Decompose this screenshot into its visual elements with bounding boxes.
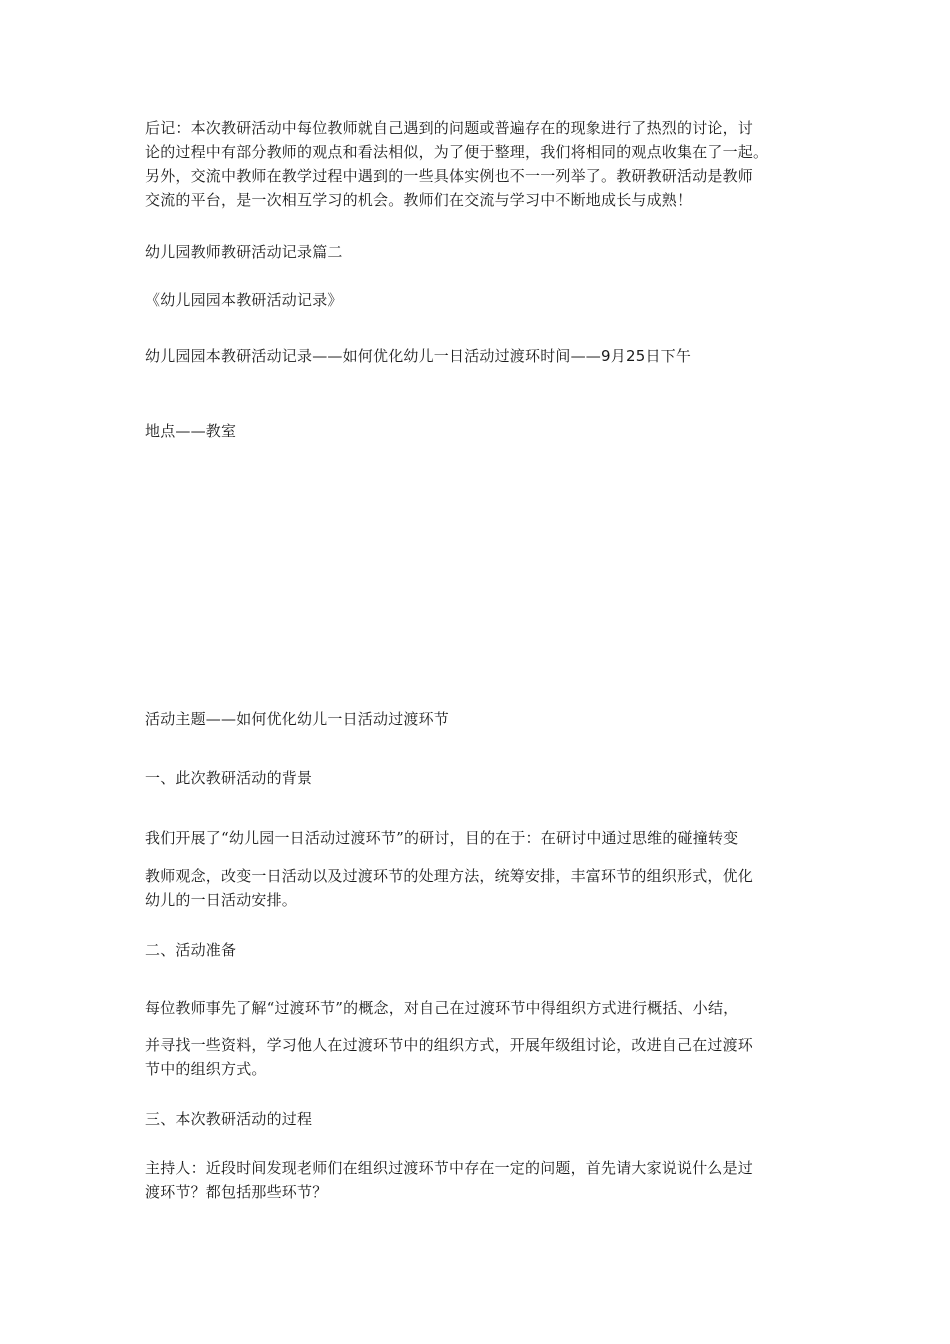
record-header	[145, 344, 810, 368]
host-speech-line-1: 主持人：近段时间发现老师们在组织过渡环节中存在一定的问题，首先请大家说说什么是过	[145, 1159, 754, 1177]
afterword-line-3: 另外，交流中教师在教学过程中遇到的一些具体实例也不一一列举了。教研教研活动是教师	[145, 167, 754, 185]
location: 地点——教室	[145, 422, 237, 440]
record-month: 9	[601, 347, 611, 365]
afterword-line-1: 后记：本次教研活动中每位教师就自己遇到的问题或普遍存在的现象进行了热烈的讨论，讨	[145, 119, 754, 137]
activity-theme: 活动主题——如何优化幼儿一日活动过渡环节	[145, 710, 450, 728]
preparation-line-3: 节中的组织方式。	[145, 1060, 267, 1078]
preparation-line-1: 每位教师事先了解“过渡环节”的概念，对自己在过渡环节中得组织方式进行概括、小结，	[145, 999, 739, 1017]
preparation-heading: 二、活动准备	[145, 941, 237, 959]
background-line-3: 幼儿的一日活动安排。	[145, 891, 298, 909]
book-title: 《幼儿园园本教研活动记录》	[145, 291, 343, 309]
record-header-prefix: 幼儿园园本教研活动记录——如何优化幼儿一日活动过渡环时间——	[145, 347, 602, 365]
preparation-line-2: 并寻找一些资料，学习他人在过渡环节中的组织方式，开展年级组讨论，改进自己在过渡环	[145, 1036, 754, 1054]
afterword-line-4: 交流的平台，是一次相互学习的机会。教师们在交流与学习中不断地成长与成熟！	[145, 191, 693, 209]
record-month-unit: 月	[610, 347, 626, 365]
section-title: 幼儿园教师教研活动记录篇二	[145, 243, 343, 261]
process-heading: 三、本次教研活动的过程	[145, 1110, 313, 1128]
afterword-line-2: 论的过程中有部分教师的观点和看法相似，为了便于整理，我们将相同的观点收集在了一起。	[145, 143, 769, 161]
background-heading: 一、此次教研活动的背景	[145, 769, 313, 787]
record-day-unit: 日下午	[645, 347, 692, 365]
host-speech-line-2: 渡环节？都包括那些环节？	[145, 1183, 328, 1201]
record-day: 25	[625, 347, 646, 365]
background-line-2: 教师观念，改变一日活动以及过渡环节的处理方法，统筹安排，丰富环节的组织形式，优化	[145, 867, 754, 885]
background-line-1: 我们开展了“幼儿园一日活动过渡环节”的研讨，目的在于：在研讨中通过思维的碰撞转变	[145, 829, 739, 847]
